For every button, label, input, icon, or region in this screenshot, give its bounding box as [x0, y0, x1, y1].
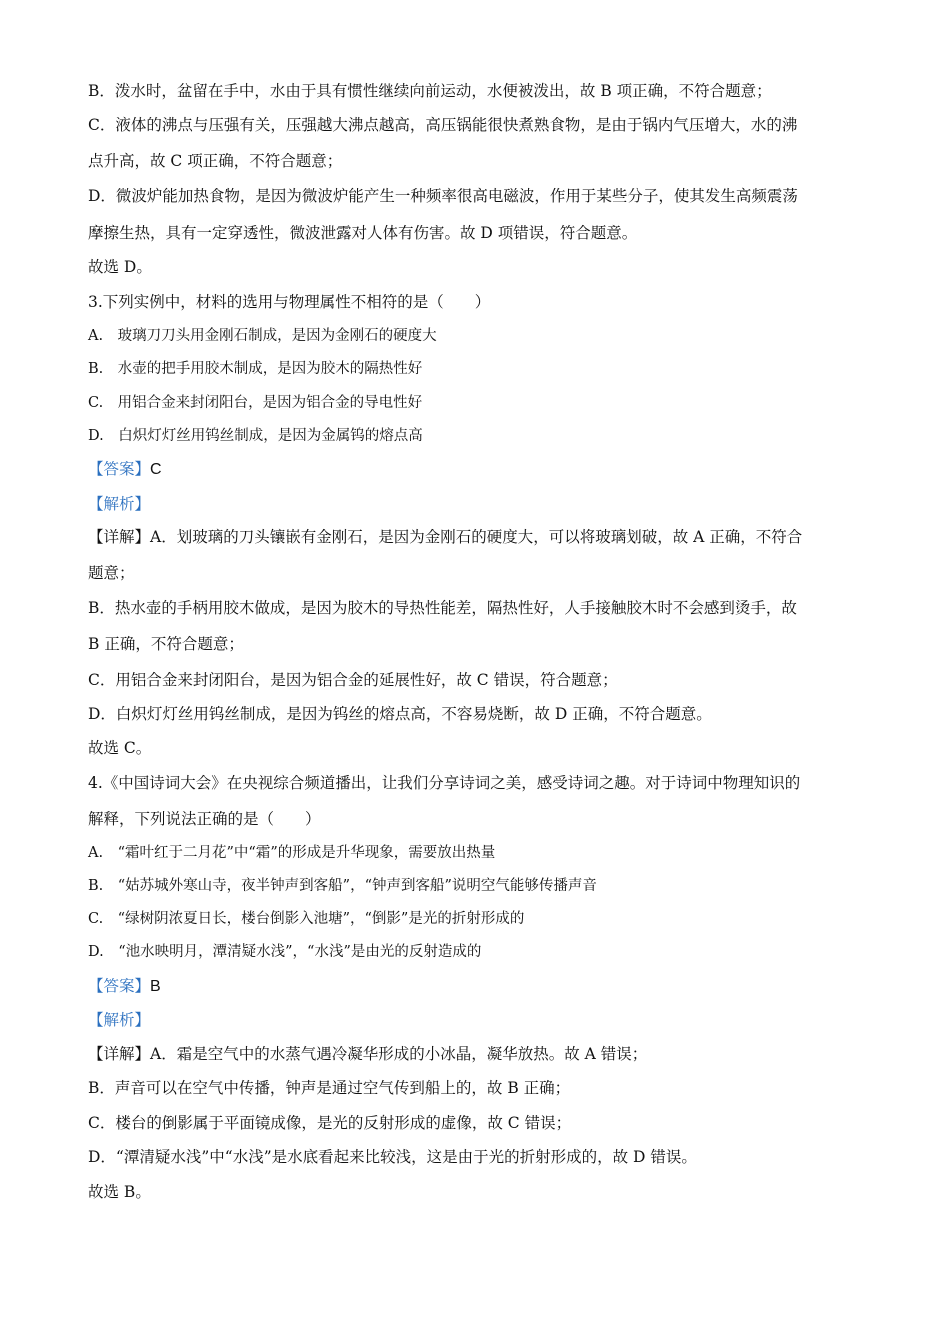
q3-detail-text: A．划玻璃的刀头镶嵌有金刚石，是因为金刚石的硬度大，可以将玻璃划破，故 A 正确，不符合: [150, 528, 803, 546]
q4-detail-line-3: C．楼台的倒影属于平面镜成像，是光的反射形成的虚像，故 C 错误；: [88, 1114, 572, 1132]
q4-option-a: A. “霜叶红于二月花”中“霜”的形成是升华现象，需要放出热量: [88, 845, 496, 861]
q3-detail-line-4: B 正确，不符合题意；: [88, 635, 244, 653]
q4-answer-value: B: [150, 978, 161, 995]
q4-detail-line-2: B．声音可以在空气中传播，钟声是通过空气传到船上的，故 B 正确；: [88, 1079, 571, 1097]
q4-detail-tag: 【详解】: [88, 1045, 151, 1063]
q3-analysis-tag: 【解析】: [88, 495, 151, 513]
q3-option-b: B. 水壶的把手用胶木制成，是因为胶木的隔热性好: [88, 361, 423, 377]
q3-detail-tag: 【详解】: [88, 528, 151, 546]
q3-detail-line-2: 题意；: [88, 564, 135, 582]
q3-answer-value: C: [150, 461, 162, 478]
q4-conclusion: 故选 B。: [88, 1183, 151, 1201]
q4-option-b: B. “姑苏城外寒山寺，夜半钟声到客船”，“钟声到客船”说明空气能够传播声音: [88, 878, 597, 894]
q4-answer: [88, 976, 161, 997]
q4-stem-line-2: 解释，下列说法正确的是（ ）: [88, 810, 321, 828]
q4-option-d: D. “池水映明月，潭清疑水浅”，“水浅”是由光的反射造成的: [88, 944, 482, 960]
prev-line-c1: C．液体的沸点与压强有关，压强越大沸点越高，高压锅能很快煮熟食物，是由于锅内气压增大，水的沸: [88, 116, 798, 134]
q4-answer-tag: 【答案】: [88, 977, 151, 995]
q3-conclusion: 故选 C。: [88, 739, 152, 757]
q3-option-a: A. 玻璃刀刀头用金刚石制成，是因为金刚石的硬度大: [88, 328, 437, 344]
q3-answer-tag: 【答案】: [88, 460, 151, 478]
prev-conclusion: 故选 D。: [88, 258, 152, 276]
q3-option-d: D. 白炽灯灯丝用钨丝制成，是因为金属钨的熔点高: [88, 428, 423, 444]
q4-stem-line-1: 4.《中国诗词大会》在央视综合频道播出，让我们分享诗词之美，感受诗词之趣。对于诗词中物理知识的: [88, 774, 801, 792]
q3-answer: [88, 459, 162, 480]
q3-detail-line-6: D．白炽灯灯丝用钨丝制成，是因为钨丝的熔点高，不容易烧断，故 D 正确，不符合题意。: [88, 705, 712, 723]
q3-detail-line-1: [88, 527, 802, 547]
q3-option-c: C. 用铝合金来封闭阳台，是因为铝合金的导电性好: [88, 395, 423, 411]
q4-detail-line-4: D．“潭清疑水浅”中“水浅”是水底看起来比较浅，这是由于光的折射形成的，故 D 错误。: [88, 1148, 697, 1166]
q4-option-c: C. “绿树阴浓夏日长，楼台倒影入池塘”，“倒影”是光的折射形成的: [88, 911, 525, 927]
prev-line-b: B．泼水时，盆留在手中，水由于具有惯性继续向前运动，水便被泼出，故 B 项正确，不符合题意；: [88, 82, 772, 100]
prev-line-d2: 摩擦生热，具有一定穿透性，微波泄露对人体有伤害。故 D 项错误，符合题意。: [88, 224, 638, 242]
q3-detail-line-5: C．用铝合金来封闭阳台，是因为铝合金的延展性好，故 C 错误，符合题意；: [88, 671, 618, 689]
q4-detail-line-1: [88, 1044, 647, 1064]
q3-detail-line-3: B．热水壶的手柄用胶木做成，是因为胶木的导热性能差，隔热性好，人手接触胶木时不会感到烫手，故: [88, 599, 797, 617]
prev-line-d1: D．微波炉能加热食物，是因为微波炉能产生一种频率很高电磁波，作用于某些分子，使其发生高频震荡: [88, 187, 798, 205]
q4-detail-text: A．霜是空气中的水蒸气遇冷凝华形成的小冰晶，凝华放热。故 A 错误；: [150, 1045, 648, 1063]
q3-stem: 3.下列实例中，材料的选用与物理属性不相符的是（ ）: [88, 293, 491, 311]
q4-analysis-tag: 【解析】: [88, 1011, 151, 1029]
prev-line-c2: 点升高，故 C 项正确，不符合题意；: [88, 152, 343, 170]
